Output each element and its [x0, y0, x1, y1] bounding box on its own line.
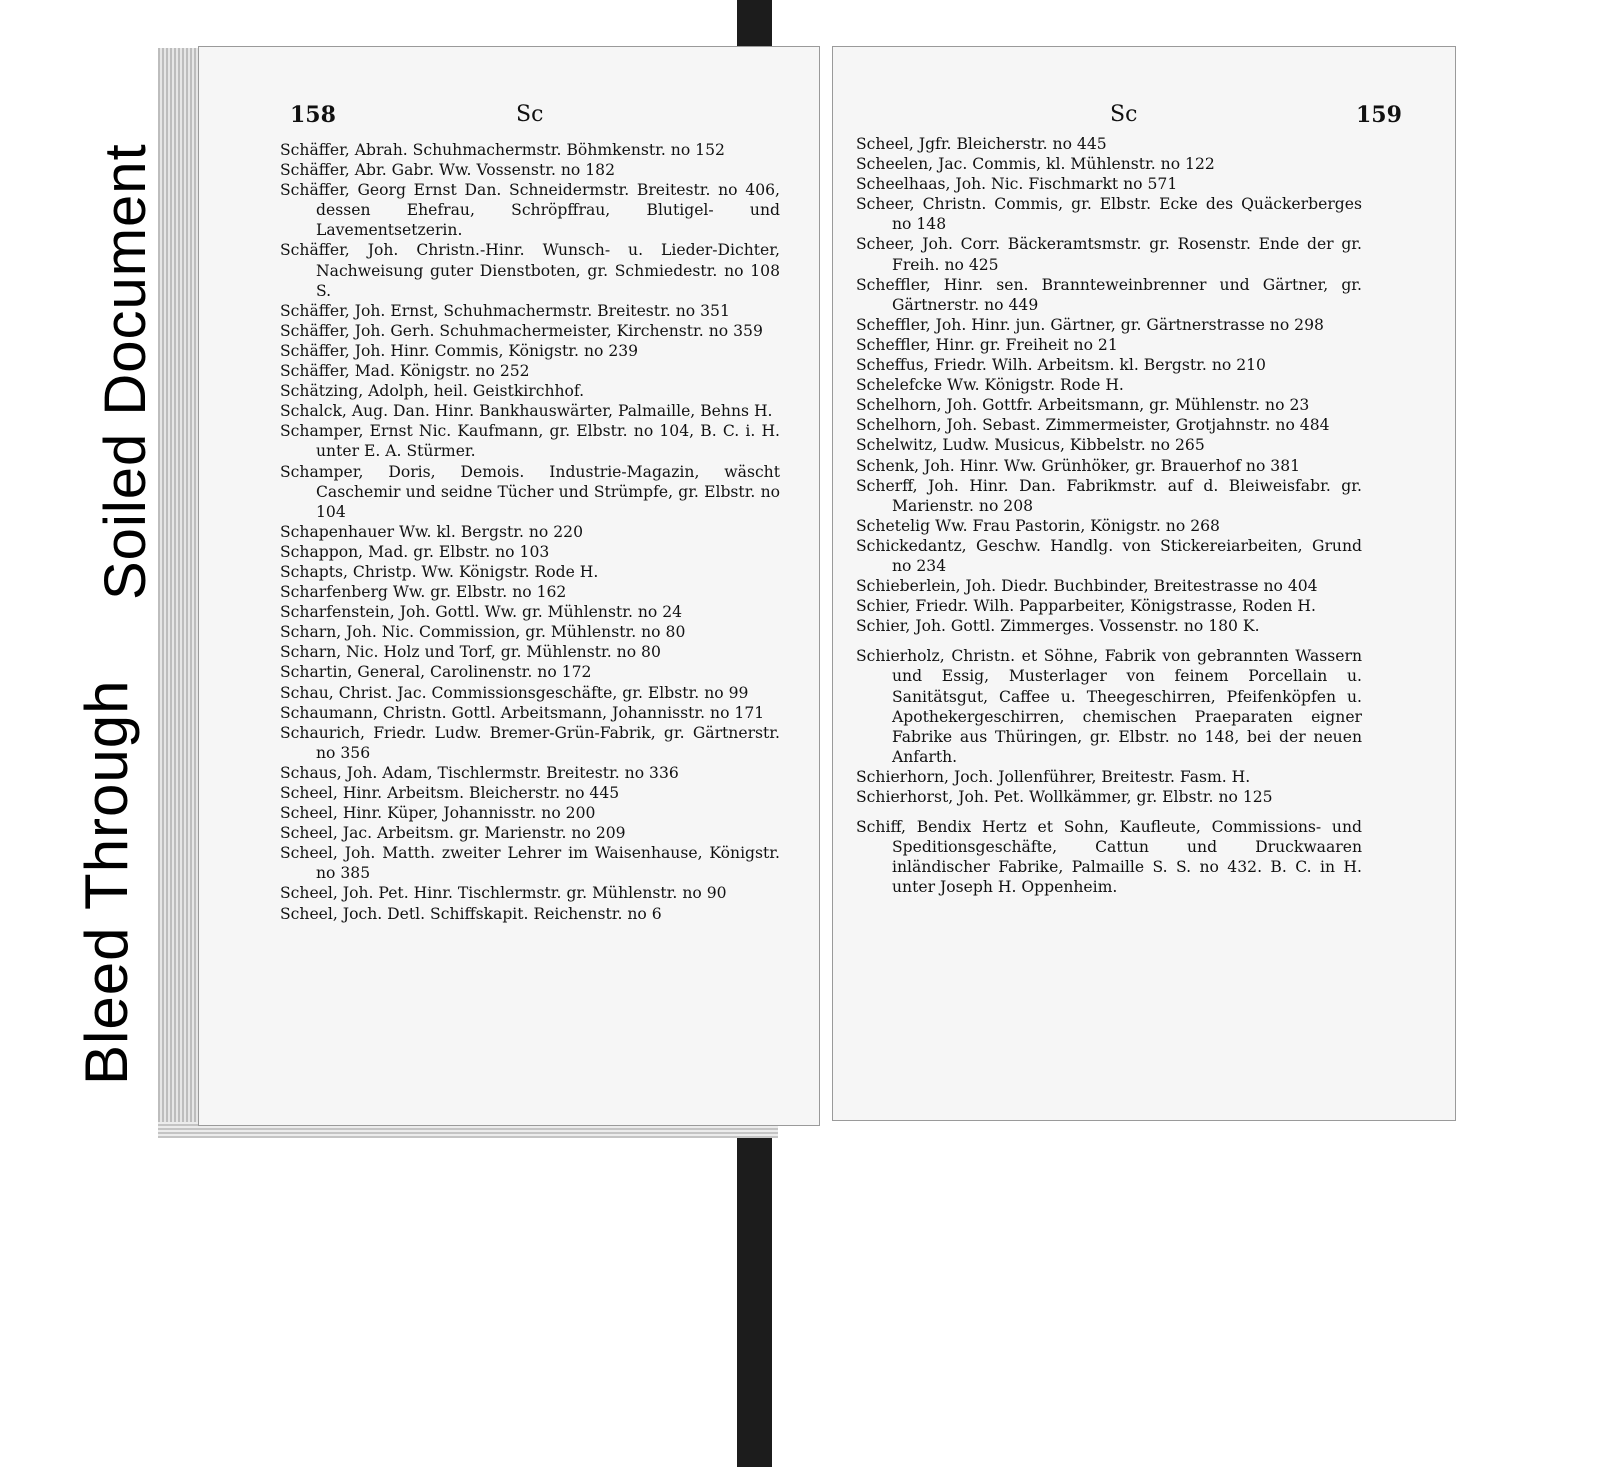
directory-entries [280, 140, 780, 924]
directory-entry: Schiff, Bendix Hertz et Sohn, Kaufleute, Commissions- und Speditionsgeschäfte, Cattun und Druckwaaren inländischer Fabrike, Palmaille S. S. no 432. B. C. in H. unter Joseph H. Oppenheim. [856, 818, 1362, 897]
directory-entry: Schäffer, Abrah. Schuhmachermstr. Böhmkenstr. no 152 [280, 141, 725, 159]
right-page [832, 46, 1456, 1121]
directory-entry: Schamper, Ernst Nic. Kaufmann, gr. Elbstr. no 104, B. C. i. H. unter E. A. Stürmer. [280, 422, 780, 461]
directory-entry: Schäffer, Joh. Ernst, Schuhmachermstr. Breitestr. no 351 [280, 301, 730, 320]
directory-entry: Schieberlein, Joh. Diedr. Buchbinder, Breitestrasse no 404 [856, 577, 1318, 596]
directory-entry: Schappon, Mad. gr. Elbstr. no 103 [280, 542, 550, 561]
directory-entry: Schaurich, Friedr. Ludw. Bremer-Grün-Fabrik, gr. Gärtnerstr. no 356 [280, 723, 780, 762]
left-page [198, 46, 820, 1126]
book-page-edges [158, 48, 203, 1138]
bleed-through-label: Bleed Through [73, 679, 140, 1085]
directory-entry: Scharfenstein, Joh. Gottl. Ww. gr. Mühlenstr. no 24 [280, 603, 683, 622]
directory-entry: Schier, Friedr. Wilh. Papparbeiter, Königstrasse, Roden H. [856, 597, 1316, 616]
entry-spacer [856, 807, 1362, 817]
directory-entry: Schaus, Joh. Adam, Tischlermstr. Breitestr. no 336 [280, 763, 679, 782]
directory-entry: Schartin, General, Carolinenstr. no 172 [280, 663, 592, 682]
directory-entry: Schierhorst, Joh. Pet. Wollkämmer, gr. Elbstr. no 125 [856, 788, 1273, 806]
directory-entry: Scheer, Christn. Commis, gr. Elbstr. Ecke des Quäckerberges no 148 [856, 195, 1362, 234]
directory-entry: Schamper, Doris, Demois. Industrie-Magazin, wäscht Caschemir und seidne Tücher und Strümpfe, gr. Elbstr. no 104 [280, 462, 780, 521]
directory-entry: Scheel, Hinr. Arbeitsm. Bleicherstr. no 445 [280, 784, 620, 802]
directory-entry: Scharfenberg Ww. gr. Elbstr. no 162 [280, 583, 567, 602]
directory-entry: Scheel, Jgfr. Bleicherstr. no 445 [856, 135, 1107, 153]
entry-spacer [856, 636, 1362, 646]
directory-entry: Schapts, Christp. Ww. Königstr. Rode H. [280, 562, 599, 581]
section-heading: Sc [1110, 102, 1138, 127]
directory-entry: Schelwitz, Ludw. Musicus, Kibbelstr. no 265 [856, 436, 1205, 455]
directory-entry: Schetelig Ww. Frau Pastorin, Königstr. no 268 [856, 516, 1220, 535]
directory-entry: Schapenhauer Ww. kl. Bergstr. no 220 [280, 522, 584, 541]
directory-entry: Scheel, Joh. Matth. zweiter Lehrer im Waisenhause, Königstr. no 385 [280, 844, 780, 883]
directory-entry: Scheffler, Hinr. gr. Freiheit no 21 [856, 335, 1118, 354]
directory-entry: Scheffler, Joh. Hinr. jun. Gärtner, gr. Gärtnerstrasse no 298 [856, 315, 1324, 334]
directory-entry: Scheel, Joch. Detl. Schiffskapit. Reichenstr. no 6 [280, 904, 662, 923]
page-number: 158 [290, 102, 336, 128]
directory-entry: Scheel, Jac. Arbeitsm. gr. Marienstr. no 209 [280, 824, 626, 843]
directory-entry: Scheel, Hinr. Küper, Johannisstr. no 200 [280, 804, 596, 823]
directory-entry: Scherff, Joh. Hinr. Dan. Fabrikmstr. auf d. Bleiweisfabr. gr. Marienstr. no 208 [856, 476, 1362, 515]
section-heading: Sc [516, 102, 544, 127]
directory-entry: Schäffer, Joh. Hinr. Commis, Königstr. no 239 [280, 341, 639, 360]
directory-entry: Schelhorn, Joh. Sebast. Zimmermeister, Grotjahnstr. no 484 [856, 416, 1330, 435]
directory-entry: Scheel, Joh. Pet. Hinr. Tischlermstr. gr. Mühlenstr. no 90 [280, 884, 727, 903]
directory-entries [856, 134, 1362, 897]
directory-entry: Scheelen, Jac. Commis, kl. Mühlenstr. no 122 [856, 155, 1215, 174]
directory-entry: Schäffer, Joh. Christn.-Hinr. Wunsch- u. Lieder-Dichter, Nachweisung guter Dienstboten, gr. Schmiedestr. no 108 S. [280, 241, 780, 300]
directory-entry: Schalck, Aug. Dan. Hinr. Bankhauswärter, Palmaille, Behns H. [280, 402, 773, 421]
directory-entry: Schier, Joh. Gottl. Zimmerges. Vossenstr. no 180 K. [856, 617, 1260, 636]
directory-entry: Schenk, Joh. Hinr. Ww. Grünhöker, gr. Brauerhof no 381 [856, 456, 1301, 475]
page-number: 159 [1356, 102, 1402, 128]
directory-entry: Schätzing, Adolph, heil. Geistkirchhof. [280, 382, 585, 401]
directory-entry: Schelhorn, Joh. Gottfr. Arbeitsmann, gr. Mühlenstr. no 23 [856, 396, 1310, 415]
soiled-document-label: Soiled Document [93, 143, 158, 600]
directory-entry: Schäffer, Joh. Gerh. Schuhmachermeister, Kirchenstr. no 359 [280, 321, 763, 340]
directory-entry: Schäffer, Mad. Königstr. no 252 [280, 362, 530, 381]
directory-entry: Scheelhaas, Joh. Nic. Fischmarkt no 571 [856, 175, 1178, 194]
directory-entry: Scharn, Nic. Holz und Torf, gr. Mühlenstr. no 80 [280, 643, 661, 662]
directory-entry: Schäffer, Abr. Gabr. Ww. Vossenstr. no 182 [280, 161, 616, 180]
directory-entry: Scheer, Joh. Corr. Bäckeramtsmstr. gr. Rosenstr. Ende der gr. Freih. no 425 [856, 235, 1362, 274]
directory-entry: Schelefcke Ww. Königstr. Rode H. [856, 376, 1124, 395]
directory-entry: Scharn, Joh. Nic. Commission, gr. Mühlenstr. no 80 [280, 623, 686, 642]
directory-entry: Scheffler, Hinr. sen. Brannteweinbrenner und Gärtner, gr. Gärtnerstr. no 449 [856, 275, 1362, 314]
directory-entry: Schickedantz, Geschw. Handlg. von Stickereiarbeiten, Grund no 234 [856, 536, 1362, 575]
directory-entry: Schierhorn, Joch. Jollenführer, Breitestr. Fasm. H. [856, 767, 1251, 786]
directory-entry: Schaumann, Christn. Gottl. Arbeitsmann, Johannisstr. no 171 [280, 703, 765, 722]
directory-entry: Scheffus, Friedr. Wilh. Arbeitsm. kl. Bergstr. no 210 [856, 356, 1266, 375]
directory-entry: Schierholz, Christn. et Söhne, Fabrik von gebrannten Wassern und Essig, Musterlager von feinem Porcellain u. Sanitätsgut, Caffee u. Theegeschirren, Pfeifenköpfen u. Apothekergeschirren, chemischen Praeparaten eigner Fabrike aus Thüringen, gr. Elbstr. no 148, bei der neuen Anfarth. [856, 647, 1362, 766]
directory-entry: Schäffer, Georg Ernst Dan. Schneidermstr. Breitestr. no 406, dessen Ehefrau, Schröpffrau, Blutigel- und Lavementsetzerin. [280, 181, 780, 240]
directory-entry: Schau, Christ. Jac. Commissionsgeschäfte, gr. Elbstr. no 99 [280, 683, 749, 702]
